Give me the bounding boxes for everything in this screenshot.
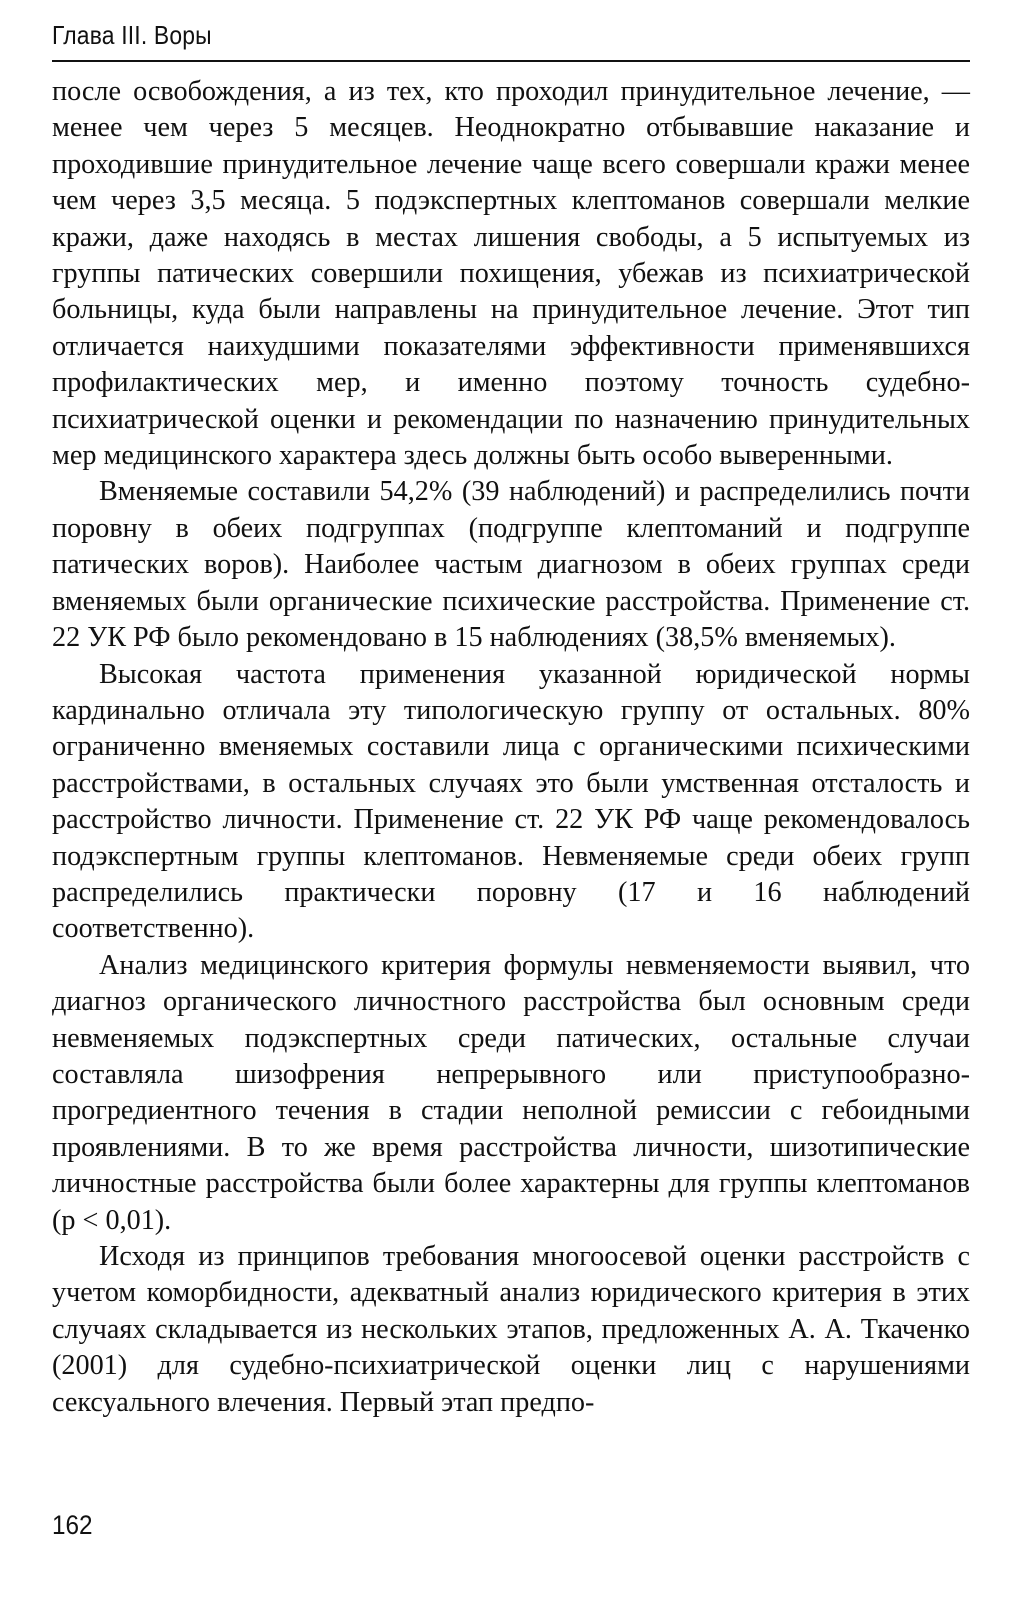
- page-number: 162: [52, 1510, 93, 1540]
- book-page: [52, 18, 970, 1421]
- paragraph: Исходя из принципов требования многоосевой оценки расстройств с учетом коморбидности, адекватный анализ юридического критерия в этих случаях складывается из нескольких этапов, предложенных А. А. Ткаченко (2001) для судебно-психиатрической оценки лиц с нарушениями сексуального влечения. Первый этап предпо-: [52, 1241, 970, 1418]
- running-head: Глава III. Воры: [52, 20, 212, 50]
- paragraph: Вменяемые составили 54,2% (39 наблюдений) и распределились почти поровну в обеих подгруппах (подгруппе клептоманий и подгруппе патических воров). Наиболее частым диагнозом в обеих группах среди вменяемых были органические психические расстройства. Применение ст. 22 УК РФ было рекомендовано в 15 наблюдениях (38,5% вменяемых).: [52, 476, 970, 654]
- paragraph: Анализ медицинского критерия формулы невменяемости выявил, что диагноз органического личностного расстройства был основным среди невменяемых подэкспертных среди патических, остальные случаи составляла шизофрения непрерывного или приступообразно-прогредиентного течения в стадии неполной ремиссии с гебоидными проявлениями. В то же время расстройства личности, шизотипические личностные расстройства были более характерны для группы клептоманов (р < 0,01).: [52, 949, 970, 1236]
- body-text: [52, 74, 970, 1421]
- header-rule: [52, 60, 970, 62]
- paragraph-continued: после освобождения, а из тех, кто проходил принудительное лечение, — менее чем через 5 месяцев. Неоднократно отбывавшие наказание и проходившие принудительное лечение чаще всего совершали кражи менее чем через 3,5 месяца. 5 подэкспертных клептоманов совершали мелкие кражи, даже находясь в местах лишения свободы, а 5 испытуемых из группы патических совершили похищения, убежав из психиатрической больницы, куда были направлены на принудительное лечение. Этот тип отличается наихудшими показателями эффективности применявшихся профилактических мер, и именно поэтому точность судебно-психиатрической оценки и рекомендации по назначению принудительных мер медицинского характера здесь должны быть особо выверенными.: [52, 76, 970, 472]
- paragraph: Высокая частота применения указанной юридической нормы кардинально отличала эту типологическую группу от остальных. 80% ограниченно вменяемых составили лица с органическими психическими расстройствами, в остальных случаях это были умственная отсталость и расстройство личности. Применение ст. 22 УК РФ чаще рекомендовалось подэкспертным группы клептоманов. Невменяемые среди обеих групп распределились практически поровну (17 и 16 наблюдений соответственно).: [52, 658, 970, 945]
